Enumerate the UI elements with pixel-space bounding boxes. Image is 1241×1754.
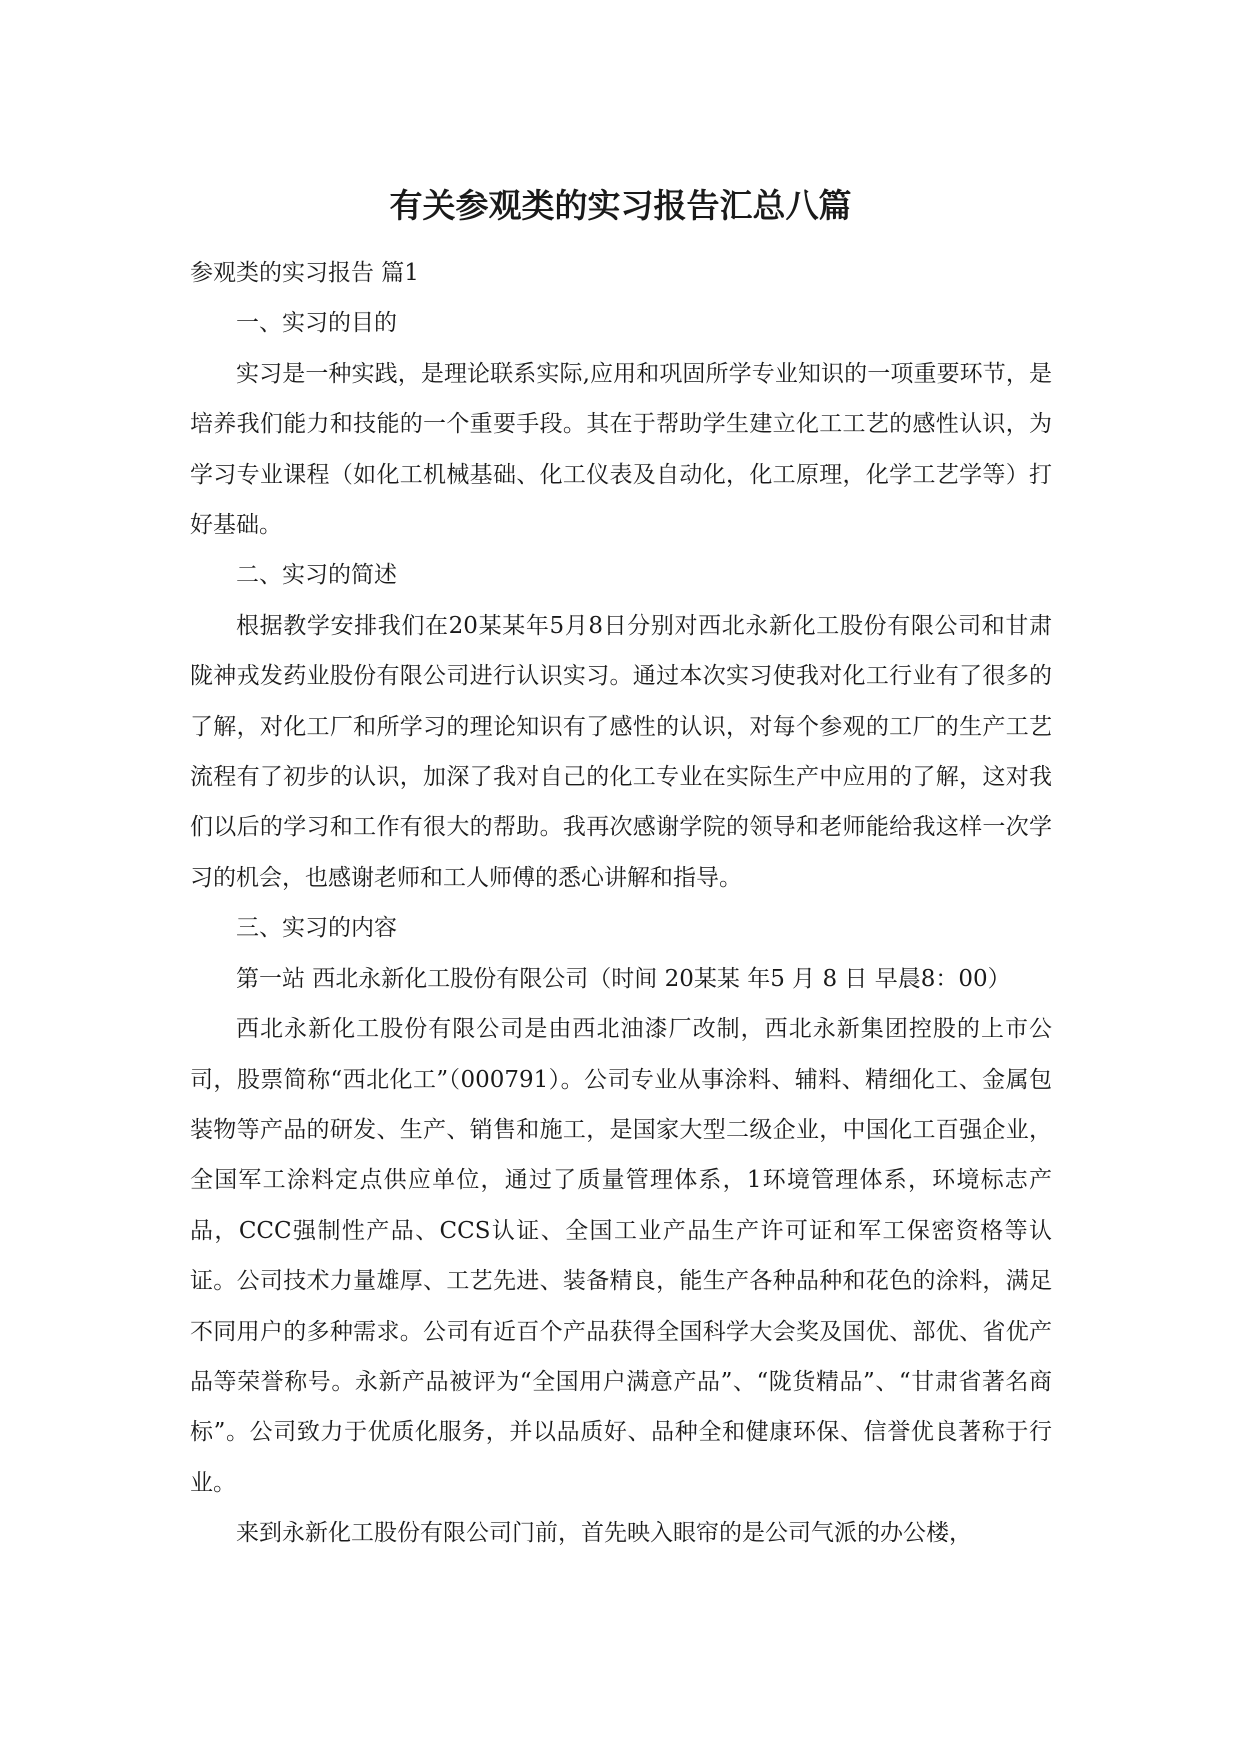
document-title: 有关参观类的实习报告汇总八篇	[389, 186, 852, 225]
document-body	[190, 248, 1052, 1559]
paragraph-4: 第一站 西北永新化工股份有限公司（时间 20某某 年5 月 8 日 早晨8：00）	[236, 965, 1011, 992]
paragraph-6: 来到永新化工股份有限公司门前，首先映入眼帘的是公司气派的办公楼，	[236, 1520, 972, 1547]
section-heading-1: 一、实习的目的	[236, 310, 397, 337]
section-heading-2: 二、实习的简述	[236, 562, 397, 589]
paragraph-5: 西北永新化工股份有限公司是由西北油漆厂改制，西北永新集团控股的上市公司，股票简称“西北化工”（000791）。公司专业从事涂料、辅料、精细化工、金属包装物等产品的研发、生产、销售和施工，是国家大型二级企业，中国化工百强企业，全国军工涂料定点供应单位，通过了质量管理体系，1环境管理体系，环境标志产品，CCC强制性产品、CCS认证、全国工业产品生产许可证和军工保密资格等认证。公司技术力量雄厚、工艺先进、装备精良，能生产各种品种和花色的涂料，满足不同用户的多种需求。公司有近百个产品获得全国科学大会奖及国优、部优、省优产品等荣誉称号。永新产品被评为“全国用户满意产品”、“陇货精品”、“甘肃省著名商标”。公司致力于优质化服务，并以品质好、品种全和健康环保、信誉优良著称于行业。	[190, 1016, 1052, 1496]
paragraph-1: 参观类的实习报告 篇1	[190, 260, 419, 286]
section-heading-3: 三、实习的内容	[236, 915, 397, 942]
paragraph-2: 实习是一种实践，是理论联系实际,应用和巩固所学专业知识的一项重要环节，是培养我们能力和技能的一个重要手段。其在于帮助学生建立化工工艺的感性认识，为学习专业课程（如化工机械基础、化工仪表及自动化，化工原理，化学工艺学等）打好基础。	[190, 360, 1052, 539]
paragraph-3: 根据教学安排我们在20某某年5月8日分别对西北永新化工股份有限公司和甘肃陇神戎发药业股份有限公司进行认识实习。通过本次实习使我对化工行业有了很多的了解，对化工厂和所学习的理论知识有了感性的认识，对每个参观的工厂的生产工艺流程有了初步的认识，加深了我对自己的化工专业在实际生产中应用的了解，这对我们以后的学习和工作有很大的帮助。我再次感谢学院的领导和老师能给我这样一次学习的机会，也感谢老师和工人师傅的悉心讲解和指导。	[190, 612, 1052, 891]
